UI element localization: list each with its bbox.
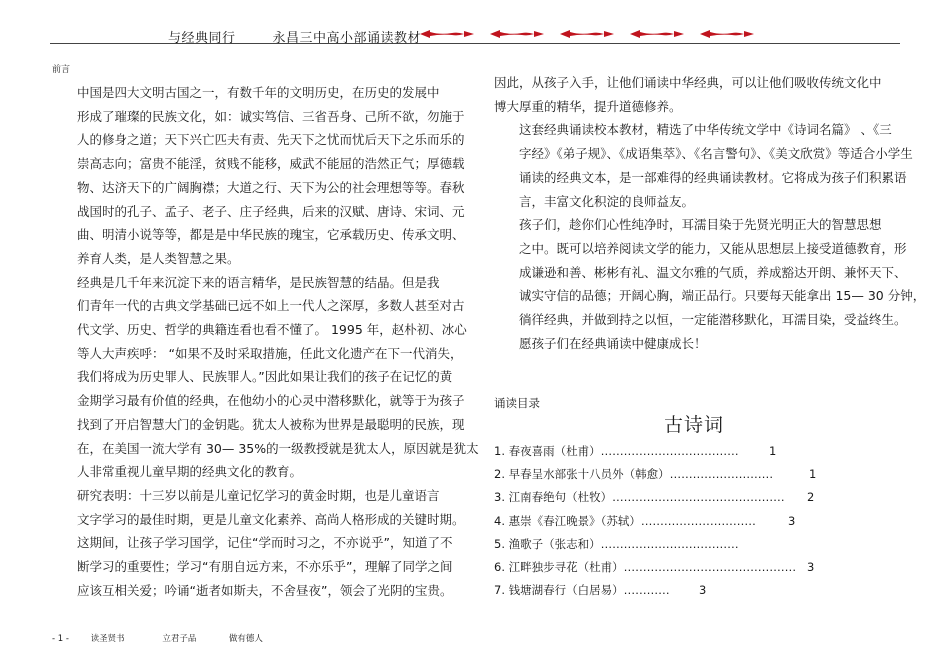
text-line: 成谦逊和善、彬彬有礼、温文尔雅的气质，养成豁达开朗、兼怀天下、: [519, 264, 907, 280]
text-line: 人非常重视儿童早期的经典文化的教育。: [77, 464, 303, 480]
text-line: 应该互相关爱；吟诵“逝者如斯夫，不舍昼夜”，领会了光阴的宝贵。: [77, 582, 453, 598]
preface-paragraph-5: [494, 118, 913, 213]
header-rule: [50, 43, 900, 44]
text-line: 们青年一代的古典文学基础已远不如上一代人之深厚，多数人甚至对古: [77, 298, 465, 314]
text-line: 战国时的孔子、孟子、老子、庄子经典，后来的汉赋、唐诗、宋词、元: [77, 203, 465, 219]
preface-label: 前言: [52, 65, 71, 75]
text-line: 代文学、历史、哲学的典籍连看也看不懂了。 1995 年，赵朴初、冰心: [77, 322, 467, 338]
text-line: 找到了开启智慧大门的金钥匙。犹太人被称为世界是最聪明的民族，现: [77, 416, 465, 432]
text-line: 这套经典诵读校本教材，精选了中华传统文学中《诗词名篇》 、《三: [519, 122, 892, 138]
toc-item-page: 3: [699, 583, 707, 598]
toc-item-title: 2. 早春呈水部张十八员外（韩愈）………………………: [494, 467, 774, 482]
toc-item-title: 3. 江南春绝句（杜牧）………………………………………: [494, 490, 785, 505]
toc-item[interactable]: [494, 486, 894, 509]
toc-item[interactable]: [494, 556, 894, 579]
footer-motto: 立君子品: [162, 634, 197, 644]
preface-left-column: [52, 63, 479, 602]
text-line: 人的修身之道；天下兴亡匹夫有责、先天下之忧而忧后天下之乐而乐的: [77, 132, 465, 148]
text-line: 言，丰富文化积淀的良师益友。: [519, 193, 695, 209]
text-line: 愿孩子们在经典诵读中健康成长！: [519, 335, 707, 351]
text-line: 孩子们，趁你们心性纯净时，耳濡目染于先贤光明正大的智慧思想: [519, 217, 882, 233]
toc-section-title: 古诗词: [664, 414, 725, 436]
preface-paragraph-3: [52, 484, 465, 603]
text-line: 物、达济天下的广阔胸襟；大道之行、天下为公的社会理想等等。春秋: [77, 179, 465, 195]
text-line: 经典是几千年来沉淀下来的语言精华，是民族智慧的结晶。但是我: [77, 274, 440, 290]
text-line: 在，在美国一流大学有 30— 35%的一级教授就是犹太人，原因就是犹太: [77, 440, 479, 456]
toc-item-page: 3: [807, 559, 815, 574]
toc-item-title: 5. 渔歌子（张志和）………………………………: [494, 536, 739, 551]
toc-item-title: 1. 春夜喜雨（杜甫）………………………………: [494, 444, 739, 458]
toc-item[interactable]: [494, 533, 894, 556]
text-line: 研究表明：十三岁以前是儿童记忆学习的黄金时期，也是儿童语言: [77, 487, 440, 503]
text-line: 养育人类，是人类智慧之果。: [77, 250, 240, 266]
toc-item-title: 6. 江畔独步寻花（杜甫）………………………………………: [494, 559, 797, 574]
toc-label: 诵读目录: [494, 396, 540, 410]
preface-paragraph-6: [494, 213, 926, 332]
text-line: 之中。既可以培养阅读文学的能力，又能从思想层上接受道德教育，形: [519, 240, 907, 256]
text-line: 形成了璀璨的民族文化，如：诚实笃信、三省吾身、己所不欲，勿施于: [77, 108, 465, 124]
toc-item-page: 3: [788, 513, 796, 528]
page-number: - 1 -: [52, 634, 69, 644]
text-line: 金期学习最有价值的经典，在他幼小的心灵中潜移默化，就等于为孩子: [77, 393, 465, 409]
text-line: 断学习的重要性；学习“有朋自远方来，不亦乐乎”，理解了同学之间: [77, 559, 453, 575]
text-line: 中国是四大文明古国之一，有数千年的文明历史，在历史的发展中: [77, 85, 440, 100]
header-title: 与经典同行 永昌三中高小部诵读教材: [168, 31, 422, 46]
text-line: 博大厚重的精华，提升道德修养。: [494, 98, 682, 114]
footer-motto: 做有德人: [228, 634, 263, 644]
toc-item-title: 7. 钱塘湖春行（白居易）…………: [494, 583, 670, 598]
text-line: 诵读的经典文本，是一部难得的经典诵读教材。它将成为孩子们积累语: [519, 169, 907, 185]
text-line: 因此，从孩子入手，让他们诵读中华经典，可以让他们吸收传统文化中: [494, 75, 882, 90]
toc-item[interactable]: [494, 463, 894, 486]
preface-paragraph-1: [52, 81, 465, 271]
toc-item-page: 1: [809, 467, 817, 482]
text-line: 文字学习的最佳时期，更是儿童文化素养、高尚人格形成的关键时期。: [77, 511, 465, 527]
toc-item-title: 4. 惠崇《春江晚景》（苏轼）…………………………: [494, 513, 756, 528]
text-line: 崇高志向；富贵不能淫，贫贱不能移，威武不能屈的浩然正气；厚德载: [77, 156, 465, 172]
text-line: 诚实守信的品德；开阔心胸，端正品行。只要每天能拿出 15— 30 分钟，: [519, 288, 926, 304]
preface-paragraph-7: [494, 332, 904, 356]
page-footer: [52, 632, 263, 644]
text-line: 曲、明清小说等等，都是是中华民族的瑰宝，它承载历史、传承文明、: [77, 227, 465, 243]
text-line: 这期间，让孩子学习国学，记住“学而时习之，不亦说乎”，知道了不: [77, 535, 453, 551]
text-line: 徜徉经典，并做到持之以恒，一定能潜移默化，耳濡目染，受益终生。: [519, 312, 907, 328]
toc-item[interactable]: [494, 510, 894, 533]
text-line: 字经》《弟子规》、《成语集萃》、《名言警句》、《美文欣赏》等适合小学生: [519, 146, 913, 162]
toc-item-page: 2: [807, 490, 815, 505]
toc-item-page: 1: [769, 444, 777, 458]
preface-paragraph-2: [52, 271, 479, 484]
toc-item[interactable]: [494, 579, 894, 602]
footer-motto: 读圣贤书: [90, 634, 125, 644]
text-line: 我们将成为历史罪人、民族罪人。”因此如果让我们的孩子在记忆的黄: [77, 369, 453, 385]
text-line: 等人大声疾呼： “如果不及时采取措施，任此文化遗产在下一代消失，: [77, 345, 463, 361]
preface-right-column: [494, 71, 926, 355]
preface-paragraph-4: [494, 71, 904, 118]
toc-item[interactable]: [494, 440, 894, 463]
toc-list: [494, 440, 894, 602]
decorative-ribbon: [418, 29, 778, 39]
